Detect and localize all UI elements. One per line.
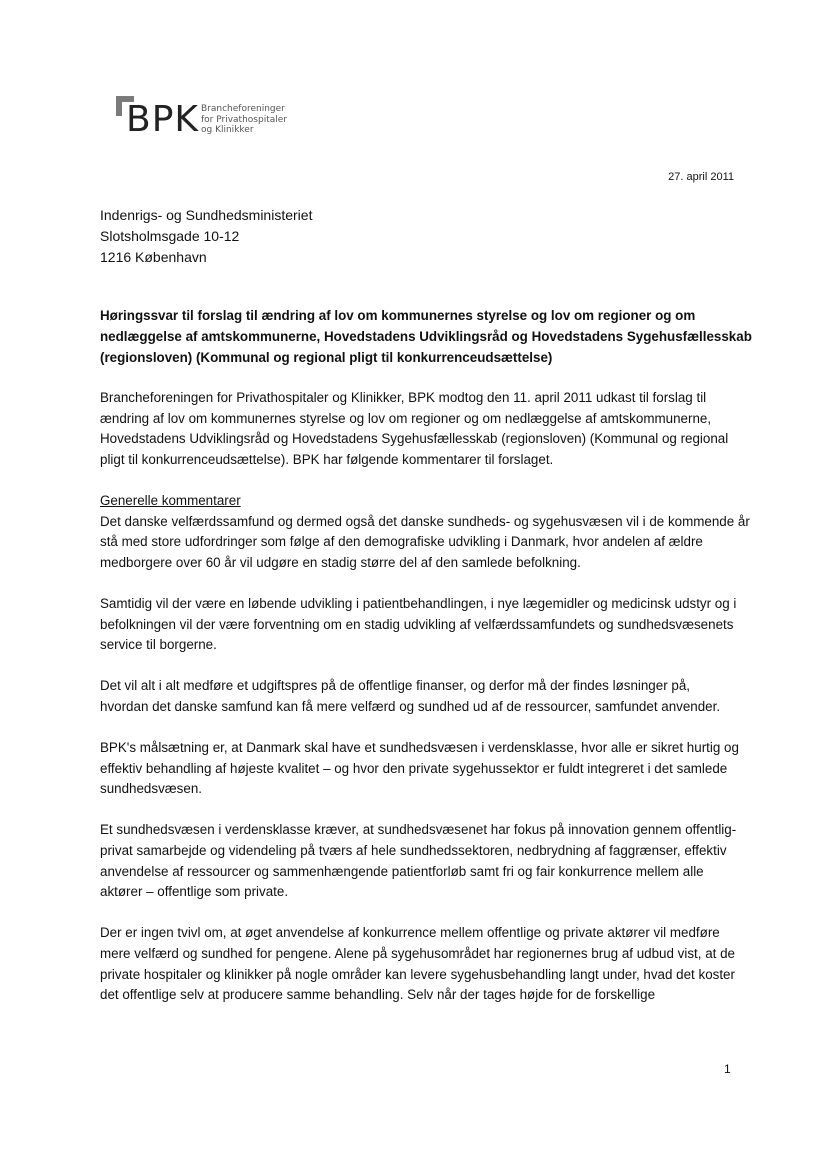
subject-line: nedlæggelse af amtskommunerne, Hovedstadens Udviklingsråd og Hovedstadens Sygehusfællesskab [100, 329, 752, 344]
logo-letters: BPK [126, 99, 200, 140]
text-line: Hovedstadens Udviklingsråd og Hovedstadens Sygehusfællesskab (regionsloven) (Kommunal og regional [100, 431, 729, 447]
paragraph [100, 676, 740, 717]
paragraph [100, 738, 740, 800]
address-line: Indenrigs- og Sundhedsministeriet [100, 207, 313, 223]
text-line: private hospitaler og klinikker på nogle områder kan levere sygehusbehandling langt under, hvad det koster [100, 966, 735, 982]
paragraph [100, 820, 740, 902]
address-line: Slotsholmsgade 10-12 [100, 228, 240, 244]
text-line: Det vil alt i alt medføre et udgiftspres på de offentlige finanser, og derfor må der findes løsninger på, [100, 678, 690, 694]
address-line: 1216 København [100, 249, 207, 265]
logo-tagline-line: Brancheforeninger [201, 104, 285, 114]
text-line: pligt til konkurrenceudsættelse). BPK har følgende kommentarer til forslaget. [100, 451, 554, 467]
text-line: medborgere over 60 år vil udgøre en stadig større del af den samlede befolkning. [100, 554, 581, 570]
text-line: Der er ingen tvivl om, at øget anvendelse af konkurrence mellem offentlige og private aktører vil medføre [100, 925, 720, 941]
text-line: mere velfærd og sundhed for pengene. Alene på sygehusområdet har regionernes brug af udbud vist, at de [100, 946, 735, 962]
text-line: stå med store udfordringer som følge af den demografiske udvikling i Danmark, hvor andelen af ældre [100, 534, 703, 550]
text-line: ændring af lov om kommunernes styrelse og lov om regioner og om nedlæggelse af amtskommunerne, [100, 410, 712, 426]
recipient-address [100, 205, 312, 268]
text-line: sundhedsvæsen. [100, 781, 202, 797]
paragraph [100, 512, 750, 574]
text-line: Et sundhedsvæsen i verdensklasse kræver, at sundhedsvæsenet har fokus på innovation gennem offentlig- [100, 822, 737, 838]
text-line: det offentlige selv at producere samme behandling. Selv når der tages højde for de forskellige [100, 987, 656, 1003]
section-heading: Generelle kommentarer [100, 492, 241, 508]
text-line: aktører – offentlige som private. [100, 884, 289, 900]
bpk-logo [112, 92, 312, 152]
subject-line: Høringssvar til forslag til ændring af lov om kommunernes styrelse og lov om regioner og om [100, 308, 696, 323]
section-general-comments [100, 491, 750, 573]
intro-paragraph [100, 388, 740, 470]
subject-line: (regionsloven) (Kommunal og regional pligt til konkurrenceudsættelse) [100, 350, 553, 365]
text-line: service til borgerne. [100, 637, 217, 653]
text-line: privat samarbejde og videndeling på tværs af hele sundhedssektoren, nedbrydning af faggrænser, effektiv [100, 843, 727, 859]
text-line: BPK's målsætning er, at Danmark skal have et sundhedsvæsen i verdensklasse, hvor alle er sikret hurtig og [100, 740, 739, 756]
paragraph [100, 923, 740, 1005]
letter-body [100, 388, 750, 1026]
subject-heading [100, 305, 752, 368]
text-line: hvordan det danske samfund kan få mere velfærd og sundhed ud af de ressourcer, samfundet anvender. [100, 698, 721, 714]
text-line: befolkningen vil der være forventning om en stadig udvikling af velfærdssamfundets og sundhedsvæsenets [100, 616, 734, 632]
letter-date: 27. april 2011 [668, 171, 734, 183]
paragraph [100, 594, 740, 656]
page-number: 1 [724, 1062, 731, 1076]
logo-tagline-line: for Privathospitaler [201, 114, 287, 125]
text-line: Samtidig vil der være en løbende udvikling i patientbehandlingen, i nye lægemidler og medicinsk udstyr og i [100, 595, 737, 611]
text-line: anvendelse af ressourcer og sammenhængende patientforløb samt fri og fair konkurrence mellem alle [100, 863, 704, 879]
text-line: effektiv behandling af højeste kvalitet – og hvor den private sygehussektor er fuldt integreret i det samlede [100, 760, 728, 776]
logo-tagline-line: og Klinikker [201, 125, 254, 135]
text-line: Brancheforeningen for Privathospitaler og Klinikker, BPK modtog den 11. april 2011 udkast til forslag til [100, 390, 707, 405]
text-line: Det danske velfærdssamfund og dermed også det danske sundheds- og sygehusvæsen vil i de kommende år [100, 513, 750, 529]
logo-tagline [201, 104, 311, 136]
